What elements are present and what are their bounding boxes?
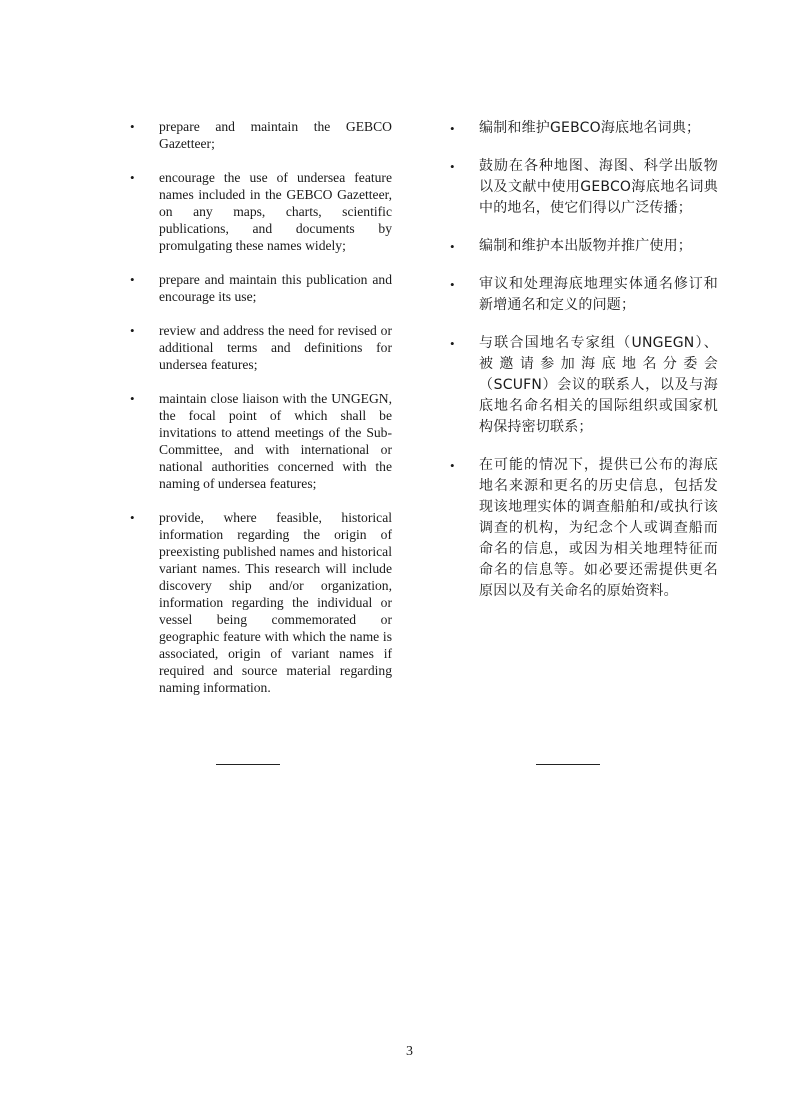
list-item bbox=[130, 271, 392, 305]
list-item bbox=[450, 455, 718, 602]
list-item-text: encourage the use of undersea feature names included in the GEBCO Gazetteer, on any maps, charts, scientific publications, and documents by promulgating these names widely; bbox=[159, 170, 392, 253]
bullet-icon: • bbox=[450, 277, 455, 292]
list-item bbox=[130, 509, 392, 696]
list-item-text: prepare and maintain the GEBCO Gazetteer; bbox=[159, 119, 392, 151]
list-item bbox=[450, 236, 718, 257]
list-item-text: 编制和维护GEBCO海底地名词典； bbox=[479, 120, 701, 136]
page-number: 3 bbox=[406, 1044, 413, 1059]
chinese-section-divider bbox=[536, 764, 600, 765]
bullet-icon: • bbox=[130, 391, 135, 406]
list-item bbox=[130, 322, 392, 373]
bullet-icon: • bbox=[450, 159, 455, 174]
english-column bbox=[130, 118, 392, 713]
list-item bbox=[450, 118, 718, 139]
list-item-text: 审议和处理海底地理实体通名修订和新增通名和定义的问题； bbox=[479, 276, 718, 313]
bullet-icon: • bbox=[130, 510, 135, 525]
list-item-text: prepare and maintain this publication and encourage its use; bbox=[159, 272, 392, 304]
bullet-icon: • bbox=[130, 119, 135, 134]
list-item-text: 与联合国地名专家组（UNGEGN）、被邀请参加海底地名分委会（SCUFN）会议的联系人，以及与海底地名命名相关的国际组织或国家机构保持密切联系； bbox=[479, 335, 718, 435]
bullet-icon: • bbox=[130, 170, 135, 185]
list-item bbox=[450, 156, 718, 219]
list-item-text: provide, where feasible, historical information regarding the origin of preexisting published names and historical variant names. This research will include discovery ship and/or organization, information regarding the individual or vessel being commemorated or geographic feature with which the name is associated, origin of variant names if required and source material regarding naming information. bbox=[159, 510, 392, 695]
bullet-icon: • bbox=[450, 458, 455, 473]
list-item-text: review and address the need for revised or additional terms and definitions for undersea features; bbox=[159, 323, 392, 372]
bullet-icon: • bbox=[450, 239, 455, 254]
list-item-text: 在可能的情况下，提供已公布的海底地名来源和更名的历史信息，包括发现该地理实体的调查船舶和/或执行该调查的机构，为纪念个人或调查船而命名的信息，或因为相关地理特征而命名的信息等。如必要还需提供更名原因以及有关命名的原始资料。 bbox=[479, 457, 718, 599]
list-item-text: 编制和维护本出版物并推广使用； bbox=[479, 238, 692, 254]
list-item-text: 鼓励在各种地图、海图、科学出版物以及文献中使用GEBCO海底地名词典中的地名，使它们得以广泛传播； bbox=[479, 158, 718, 216]
list-item bbox=[130, 169, 392, 254]
list-item bbox=[450, 333, 718, 438]
bullet-icon: • bbox=[450, 121, 455, 136]
bullet-icon: • bbox=[450, 336, 455, 351]
list-item bbox=[130, 118, 392, 152]
list-item-text: maintain close liaison with the UNGEGN, the focal point of which shall be invitations to attend meetings of the Sub-Committee, and with international or national authorities concerned with the naming of undersea features; bbox=[159, 391, 392, 491]
list-item bbox=[130, 390, 392, 492]
english-section-divider bbox=[216, 764, 280, 765]
bullet-icon: • bbox=[130, 272, 135, 287]
list-item bbox=[450, 274, 718, 316]
chinese-column bbox=[450, 118, 718, 619]
bullet-icon: • bbox=[130, 323, 135, 338]
